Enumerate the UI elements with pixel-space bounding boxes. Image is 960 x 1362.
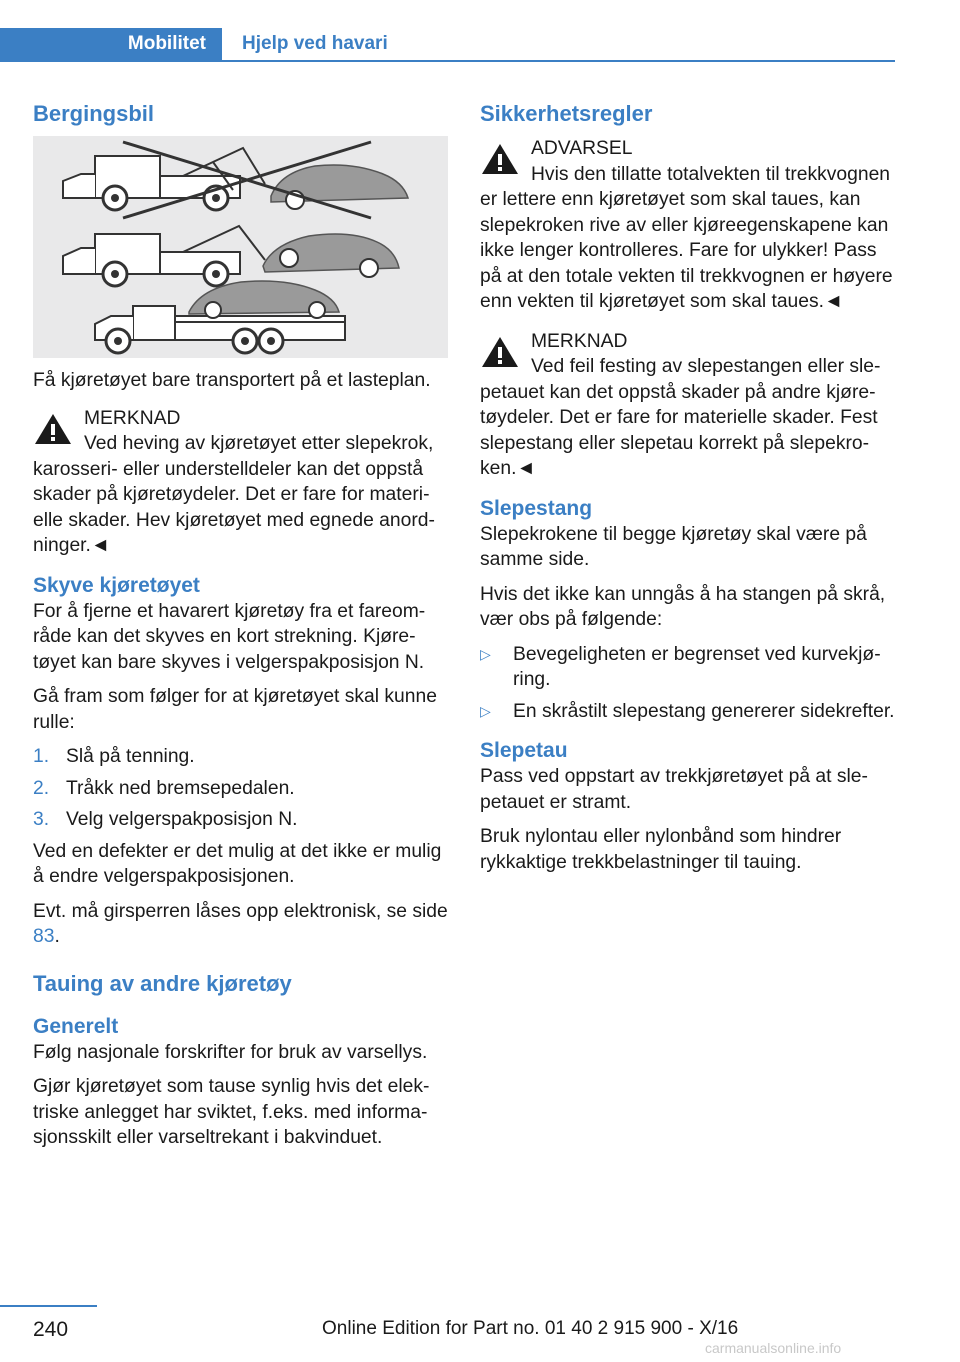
note-box [480, 329, 895, 482]
warning-triangle-icon [33, 412, 73, 446]
edition-footer: Online Edition for Part no. 01 40 2 915 900 - X/16 [322, 1318, 739, 1339]
step-number: 1. [33, 746, 50, 767]
step-text: Velg velgerspakposisjon N. [66, 809, 298, 830]
note-text: Ved heving av kjøretøyet etter slepekrok, karosseri- eller understelldeler kan det oppstå skader på kjøretøydeler. Det er fare for materielle skader. Hev kjøretøyet med egnede anordninger.◄ [33, 433, 435, 556]
heading-slepestang: Slepestang [480, 496, 593, 520]
heading-generelt: Generelt [33, 1014, 119, 1038]
paragraph-text: Evt. må girsperren låses opp elektronisk, se side [33, 900, 448, 922]
skyve-paragraph-2: Gå fram som følger for at kjøretøyet skal kunne rulle: [33, 686, 437, 733]
page-link[interactable]: 83 [33, 926, 55, 947]
heading-tauing: Tauing av andre kjøretøy [33, 970, 292, 996]
triangle-bullet-icon: ▷ [480, 702, 491, 719]
slepestang-paragraph-2: Hvis det ikke kan unngås å ha stangen på skrå, vær obs på følgende: [480, 583, 886, 630]
heading-slepetau: Slepetau [480, 739, 568, 762]
list-item [33, 807, 448, 833]
watermark: carmanualsonline.info [705, 1340, 842, 1356]
skyve-paragraph-4 [33, 899, 448, 950]
right-column [480, 100, 895, 884]
tab-mobilitet[interactable]: Mobilitet [0, 28, 222, 60]
heading-bergingsbil: Bergingsbil [33, 101, 155, 126]
list-item [33, 744, 448, 770]
triangle-bullet-icon: ▷ [480, 645, 491, 662]
heading-skyve: Skyve kjøretøyet [33, 573, 200, 597]
slepetau-paragraph-2: Bruk nylontau eller nylonbånd som hindrer rykkaktige trekkbelastninger til tauing. [480, 826, 842, 873]
paragraph-text: . [54, 926, 60, 947]
generelt-paragraph-2: Gjør kjøretøyet som tause synlig hvis det elektriske anlegget har sviktet, f.eks. med informasjonsskilt eller varseltrekant i bakvinduet. [33, 1076, 430, 1148]
skyve-paragraph-1: For å fjerne et havarert kjøretøy fra et fareområde kan det skyves en kort strekning. Kjøretøyet kan bare skyves i velgerspakposisjon N. [33, 600, 426, 673]
tow-truck-illustration [33, 136, 448, 358]
bullet-text: Bevegeligheten er begrenset ved kurvekjøring. [513, 643, 881, 690]
list-item [33, 776, 448, 802]
warning-box [480, 136, 895, 315]
bullet-text: En skråstilt slepestang genererer sidekrefter. [513, 700, 895, 722]
list-item [480, 699, 895, 725]
note-title: MERKNAD [531, 330, 628, 352]
list-item [480, 642, 895, 693]
slepetau-paragraph-1: Pass ved oppstart av trekkjøretøyet på at slepetauet er stramt. [480, 766, 868, 813]
warning-text: Hvis den tillatte totalvekten til trekkvognen er lettere enn kjøretøyet som skal taues, kan slepekroken rive av eller kjøreegenskapene kan ikke lenger kontrolleres. Fare for ulykker! Pass på at den totale vekten til trekkvognen er høyere enn vekten til kjøretøyet som skal taues.◄ [480, 163, 893, 312]
warning-triangle-icon [480, 335, 520, 369]
skyve-paragraph-3: Ved en defekter er det mulig at det ikke er mulig å endre velgerspakposisjonen. [33, 840, 442, 887]
warning-title: ADVARSEL [531, 138, 633, 159]
page-number-rule [0, 1305, 97, 1307]
step-number: 2. [33, 777, 50, 799]
header-tabs [0, 28, 895, 62]
note-title: MERKNAD [84, 407, 181, 429]
page-number: 240 [33, 1318, 69, 1341]
tab-hjelp-ved-havari[interactable]: Hjelp ved havari [242, 33, 388, 54]
step-text: Slå på tenning. [66, 746, 195, 767]
steps-list [33, 744, 448, 833]
warning-triangle-icon [480, 142, 520, 176]
step-number: 3. [33, 809, 50, 830]
note-text: Ved feil festing av slepestangen eller slepetauet kan det oppstå skader på andre kjøretøydeler. Det er fare for materielle skader. Fest slepestang eller slepetau korrekt på slepekroken.◄ [480, 356, 881, 479]
tow-truck-drawing [33, 136, 448, 358]
step-text: Tråkk ned bremsepedalen. [66, 777, 295, 799]
note-box [33, 406, 448, 559]
generelt-paragraph-1: Følg nasjonale forskrifter for bruk av varsellys. [33, 1041, 428, 1063]
slepestang-paragraph-1: Slepekrokene til begge kjøretøy skal være på samme side. [480, 523, 867, 570]
heading-sikkerhetsregler: Sikkerhetsregler [480, 101, 653, 126]
bullet-list [480, 642, 895, 725]
left-column [33, 100, 448, 1160]
figure-caption: Få kjøretøyet bare transportert på et lasteplan. [33, 370, 431, 391]
